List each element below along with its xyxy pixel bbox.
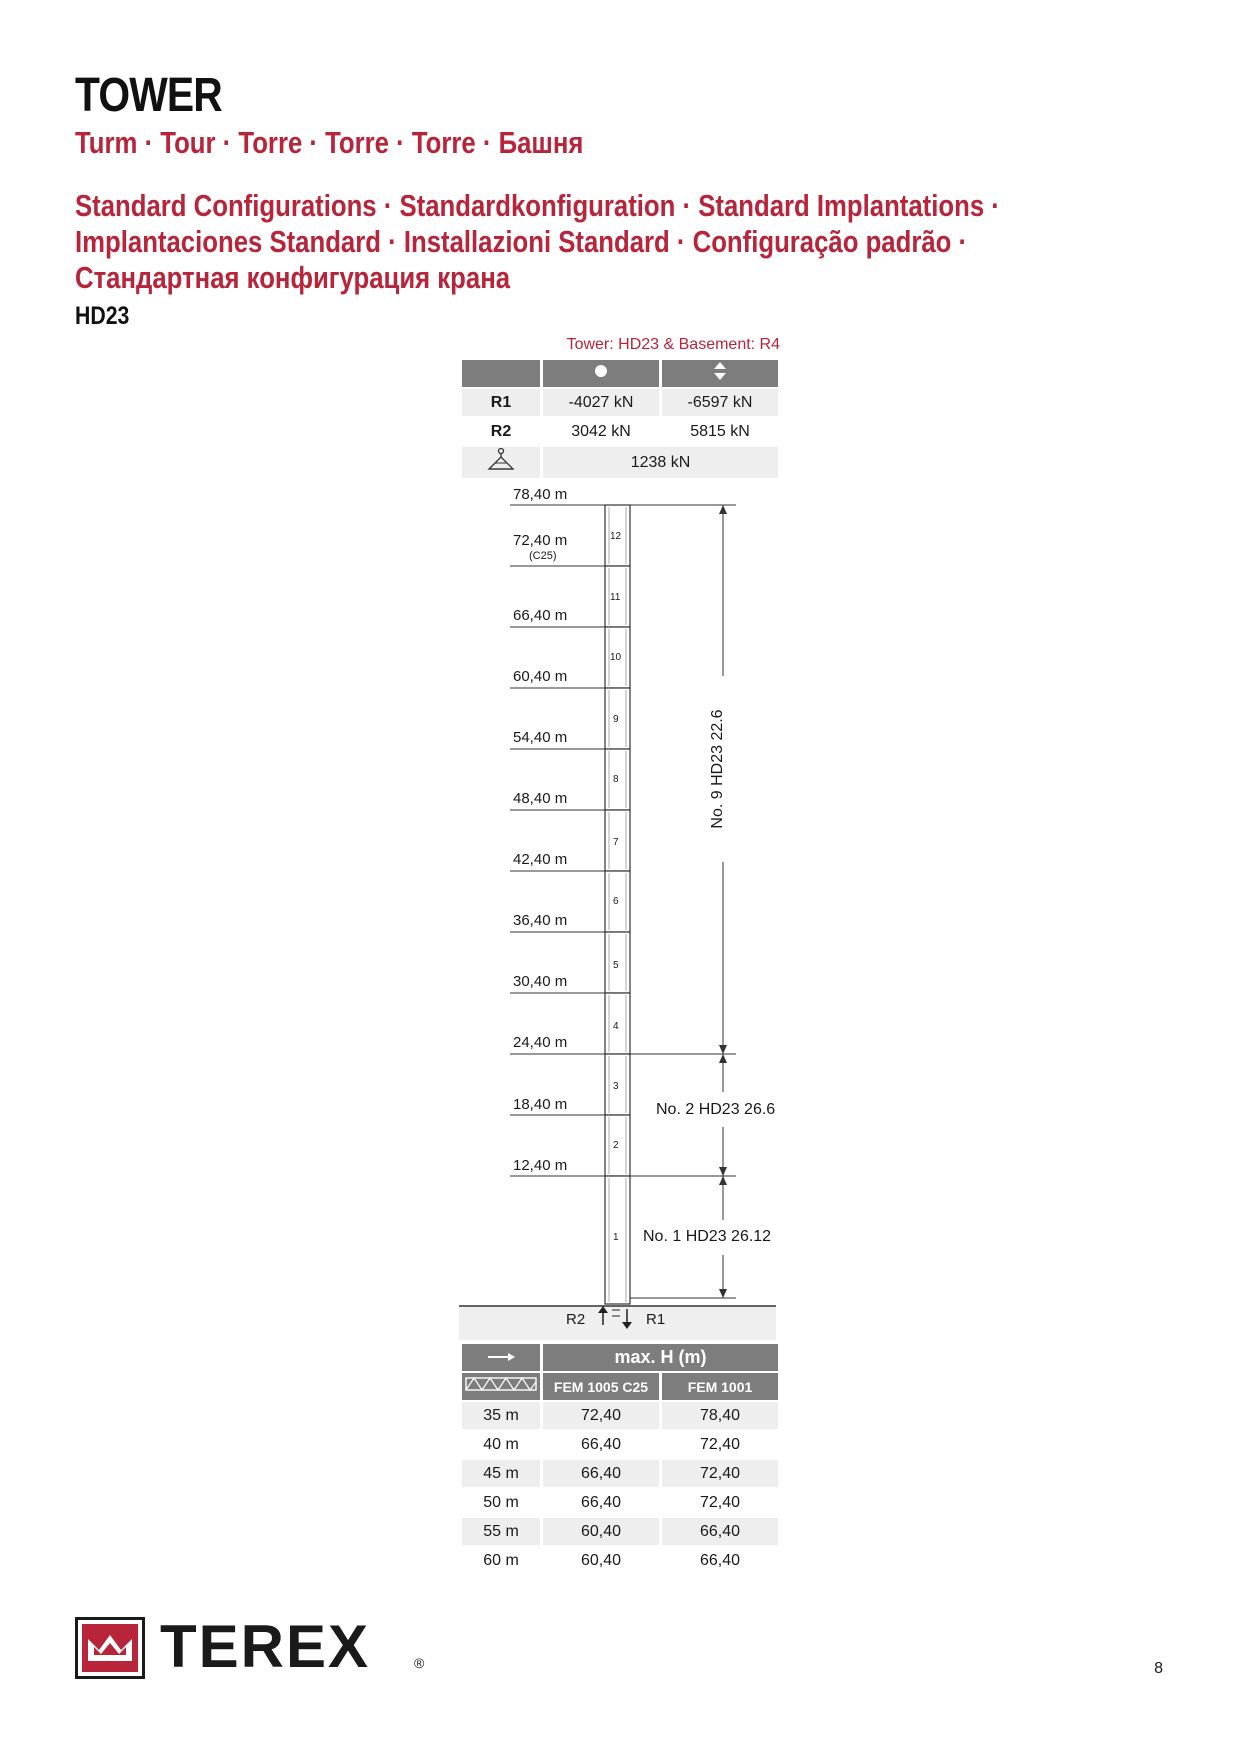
table-row: [462, 1518, 778, 1545]
model-name: HD23: [75, 302, 130, 330]
table-row: [462, 1547, 778, 1574]
page-number: 8: [1154, 1660, 1163, 1677]
reaction-value: -6597 kN: [662, 389, 778, 416]
c25-note: (C25): [529, 550, 557, 562]
height-label: 36,40 m: [513, 912, 568, 929]
table-row: [462, 1460, 778, 1487]
max-height-fem: 78,40: [662, 1402, 778, 1429]
column-header: FEM 1001: [662, 1373, 778, 1400]
reaction-value: -4027 kN: [543, 389, 659, 416]
reaction-label: R2: [462, 418, 540, 445]
section-number: 2: [613, 1140, 619, 1151]
max-height-fem: 66,40: [662, 1518, 778, 1545]
jib-truss-icon: [462, 1373, 540, 1400]
section-number: 1: [613, 1232, 619, 1243]
section-number: 7: [613, 837, 619, 848]
section-number: 3: [613, 1081, 619, 1092]
registered-mark: ®: [414, 1655, 425, 1671]
jib-arrow-icon: [462, 1344, 540, 1371]
max-height-fem: 72,40: [662, 1431, 778, 1458]
reaction-value: 3042 kN: [543, 418, 659, 445]
terex-wordmark: TEREX: [160, 1613, 371, 1680]
dimension-arrowhead: [719, 1167, 727, 1176]
jib-length: 60 m: [462, 1547, 540, 1574]
reaction-value: 5815 kN: [662, 418, 778, 445]
reaction-label: R1: [462, 389, 540, 416]
section-number: 5: [613, 960, 619, 971]
page-title: TOWER: [75, 69, 222, 122]
table-row: [462, 1402, 778, 1429]
table-row: [462, 1431, 778, 1458]
section-number: 11: [610, 592, 621, 603]
dimension-label: No. 2 HD23 26.6: [656, 1101, 776, 1118]
terex-logo-icon: [75, 1617, 145, 1679]
dimension-lines: [630, 505, 736, 1298]
max-height-fem: 72,40: [662, 1489, 778, 1516]
height-label: 72,40 m: [513, 532, 568, 549]
jib-length: 35 m: [462, 1402, 540, 1429]
height-label: 48,40 m: [513, 790, 568, 807]
config-heading-line-3: Стандартная конфигурация крана: [75, 260, 511, 295]
height-label: 30,40 m: [513, 973, 568, 990]
section-number: 10: [610, 652, 622, 663]
height-label: 24,40 m: [513, 1034, 568, 1051]
column-header: FEM 1005 C25: [543, 1373, 659, 1400]
height-markers: [510, 505, 605, 1176]
section-number: 8: [613, 774, 619, 785]
max-height-c25: 60,40: [543, 1518, 659, 1545]
dimension-label: No. 9 HD23 22.6: [709, 709, 726, 829]
jib-length: 45 m: [462, 1460, 540, 1487]
page-subtitle: Turm · Tour · Torre · Torre · Torre · Башня: [75, 125, 584, 160]
table-row: [462, 1489, 778, 1516]
max-height-c25: 72,40: [543, 1402, 659, 1429]
dimension-label: No. 1 HD23 26.12: [643, 1228, 772, 1245]
max-height-c25: 66,40: [543, 1460, 659, 1487]
section-number: 9: [613, 714, 619, 725]
height-label: 12,40 m: [513, 1157, 568, 1174]
max-height-c25: 66,40: [543, 1431, 659, 1458]
dimension-arrowhead: [719, 1054, 727, 1063]
section-number: 6: [613, 896, 619, 907]
max-height-fem: 66,40: [662, 1547, 778, 1574]
config-heading-line-2: Implantaciones Standard · Installazioni Standard · Configuração padrão ·: [75, 224, 968, 259]
height-label: 42,40 m: [513, 851, 568, 868]
dimension-arrowhead: [719, 1045, 727, 1054]
load-value: 1238 kN: [543, 447, 778, 478]
height-label: 18,40 m: [513, 1096, 568, 1113]
config-heading-line-1: Standard Configurations · Standardkonfiguration · Standard Implantations ·: [75, 188, 1000, 223]
height-label: 60,40 m: [513, 668, 568, 685]
jib-length: 50 m: [462, 1489, 540, 1516]
base-label-r2: R2: [566, 1311, 586, 1328]
dimension-arrowhead: [719, 505, 727, 514]
jib-length: 40 m: [462, 1431, 540, 1458]
height-label: 66,40 m: [513, 607, 568, 624]
max-height-table: [459, 1342, 781, 1576]
height-label: 78,40 m: [513, 486, 568, 503]
reactions-caption: Tower: HD23 & Basement: R4: [566, 336, 780, 353]
section-number: 4: [613, 1021, 619, 1032]
base-label-r1: R1: [646, 1311, 666, 1328]
max-height-c25: 60,40: [543, 1547, 659, 1574]
dimension-arrowhead: [719, 1289, 727, 1298]
max-height-fem: 72,40: [662, 1460, 778, 1487]
section-number: 12: [610, 531, 622, 542]
height-label: 54,40 m: [513, 729, 568, 746]
max-height-title: max. H (m): [543, 1344, 778, 1371]
max-height-c25: 66,40: [543, 1489, 659, 1516]
jib-length: 55 m: [462, 1518, 540, 1545]
dimension-arrowhead: [719, 1176, 727, 1185]
ground-base: [459, 1306, 776, 1340]
